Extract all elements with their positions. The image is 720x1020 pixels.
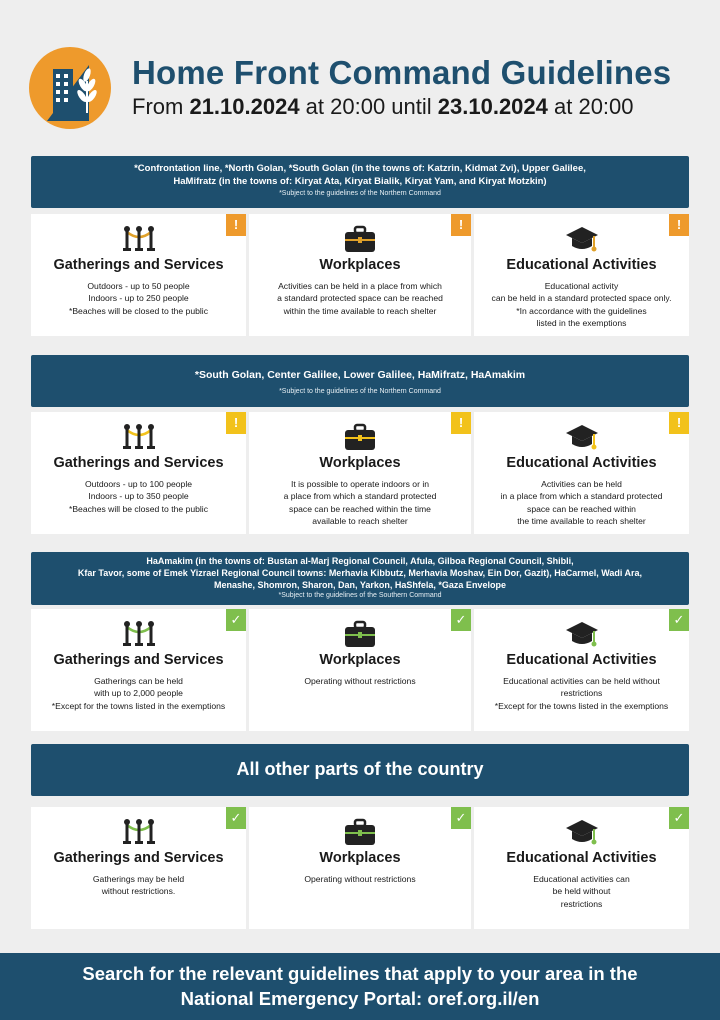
zone-banner-note: *Subject to the guidelines of the Northern Command xyxy=(279,190,441,197)
zone-banner-1 xyxy=(31,156,689,208)
warning-badge-icon: ! xyxy=(226,412,246,434)
check-badge-icon: ✓ xyxy=(669,807,689,829)
card-body: Operating without restrictions xyxy=(304,676,416,686)
card-body: Activities can be held in a place from which a standard protected space can be reached within the time available to reach shelter xyxy=(500,479,663,526)
card-gatherings xyxy=(31,807,246,929)
warning-badge-icon: ! xyxy=(451,214,471,236)
check-badge-icon: ✓ xyxy=(451,807,471,829)
zone-banner-2 xyxy=(31,355,689,407)
warning-badge-icon: ! xyxy=(669,214,689,236)
card-title: Workplaces xyxy=(319,257,401,273)
card-body: Educational activities can be held without restrictions xyxy=(533,874,630,909)
card-body: Outdoors - up to 50 people Indoors - up to 250 people *Beaches will be closed to the public xyxy=(68,281,208,316)
card-education xyxy=(474,214,689,336)
card-workplaces xyxy=(249,807,471,929)
card-body: Activities can be held in a place from which a standard protected space can be reached within the time available to reach shelter xyxy=(277,281,443,316)
briefcase-icon xyxy=(343,422,377,452)
card-education xyxy=(474,807,689,929)
card-body: It is possible to operate indoors or in a place from which a standard protected space can be reached within the time available to reach shelter xyxy=(283,479,437,526)
graduation-cap-icon xyxy=(564,422,600,454)
zone-banner-text: All other parts of the country xyxy=(236,759,484,779)
card-title: Educational Activities xyxy=(506,257,657,273)
card-title: Gatherings and Services xyxy=(53,850,224,866)
footer-banner xyxy=(0,953,720,1020)
card-body: Outdoors - up to 100 people Indoors - up to 350 people *Beaches will be closed to the public xyxy=(68,479,208,514)
warning-badge-icon: ! xyxy=(451,412,471,434)
zone-banner-text: *Confrontation line, *North Golan, *South Golan (in the towns of: Katzrin, Kidmat Zvi), Upper Galilee, HaMifratz (in the towns of: Kiryat Ata, Kiryat Bialik, Kiryat Yam, and Kiryat Motzkin) xyxy=(134,163,586,187)
card-title: Gatherings and Services xyxy=(53,257,224,273)
card-body: Gatherings may be held without restrictions. xyxy=(92,874,185,897)
card-education xyxy=(474,412,689,534)
footer-line-1: Search for the relevant guidelines that apply to your area in the xyxy=(82,963,638,984)
guideline-row-1 xyxy=(31,214,689,336)
card-title: Educational Activities xyxy=(506,652,657,668)
card-title: Gatherings and Services xyxy=(53,455,224,471)
check-badge-icon: ✓ xyxy=(226,609,246,631)
stanchion-icon xyxy=(119,224,159,254)
zone-banner-3 xyxy=(31,552,689,605)
zone-banner-text: *South Golan, Center Galilee, Lower Galilee, HaMifratz, HaAmakim xyxy=(194,369,526,381)
date-mid: at 20:00 until xyxy=(299,94,438,119)
warning-badge-icon: ! xyxy=(669,412,689,434)
card-workplaces xyxy=(249,609,471,731)
footer-line-2: National Emergency Portal: oref.org.il/en xyxy=(180,988,540,1009)
zone-banner-note: *Subject to the guidelines of the Southern Command xyxy=(278,592,442,599)
graduation-cap-icon xyxy=(564,224,600,256)
start-date: 21.10.2024 xyxy=(189,94,300,119)
briefcase-icon xyxy=(343,817,377,847)
stanchion-icon xyxy=(119,619,159,649)
zone-banner-text: HaAmakim (in the towns of: Bustan al-Marj Regional Council, Afula, Gilboa Regional Council, Shibli, Kfar Tavor, some of Emek Yizrael Regional Council towns: Merhavia Kibbutz, Merhavia Moshav, Ein Dor, Gazit), HaCarmel, Wadi Ara, Menashe, Shomron, Sharon, Dan, Yarkon, HaShfela, *Gaza Envelope xyxy=(77,556,643,590)
card-title: Educational Activities xyxy=(506,455,657,471)
warning-badge-icon: ! xyxy=(226,214,246,236)
date-range xyxy=(132,94,634,120)
check-badge-icon: ✓ xyxy=(226,807,246,829)
card-workplaces xyxy=(249,412,471,534)
card-gatherings xyxy=(31,412,246,534)
zone-banner-note: *Subject to the guidelines of the Northern Command xyxy=(279,388,441,395)
card-body: Gatherings can be held with up to 2,000 people *Except for the towns listed in the exemptions xyxy=(51,676,226,711)
card-gatherings xyxy=(31,609,246,731)
card-title: Workplaces xyxy=(319,652,401,668)
check-badge-icon: ✓ xyxy=(669,609,689,631)
card-body: Operating without restrictions xyxy=(304,874,416,884)
graduation-cap-icon xyxy=(564,619,600,651)
check-badge-icon: ✓ xyxy=(451,609,471,631)
card-title: Gatherings and Services xyxy=(53,652,224,668)
home-front-command-logo xyxy=(29,47,111,129)
card-title: Educational Activities xyxy=(506,850,657,866)
card-body: Educational activities can be held without restrictions *Except for the towns listed in the exemptions xyxy=(494,676,669,711)
card-education xyxy=(474,609,689,731)
guideline-row-4 xyxy=(31,807,689,929)
header xyxy=(0,0,720,150)
date-prefix: From xyxy=(132,94,190,119)
page-title: Home Front Command Guidelines xyxy=(132,54,672,91)
guideline-row-3 xyxy=(31,609,689,731)
briefcase-icon xyxy=(343,224,377,254)
date-suffix: at 20:00 xyxy=(547,94,634,119)
guideline-row-2 xyxy=(31,412,689,534)
card-workplaces xyxy=(249,214,471,336)
end-date: 23.10.2024 xyxy=(437,94,548,119)
briefcase-icon xyxy=(343,619,377,649)
card-gatherings xyxy=(31,214,246,336)
zone-banner-4 xyxy=(31,744,689,796)
card-title: Workplaces xyxy=(319,455,401,471)
stanchion-icon xyxy=(119,817,159,847)
card-body: Educational activity can be held in a standard protected space only. *In accordance with the guidelines listed in the exemptions xyxy=(491,281,672,328)
stanchion-icon xyxy=(119,422,159,452)
card-title: Workplaces xyxy=(319,850,401,866)
graduation-cap-icon xyxy=(564,817,600,849)
